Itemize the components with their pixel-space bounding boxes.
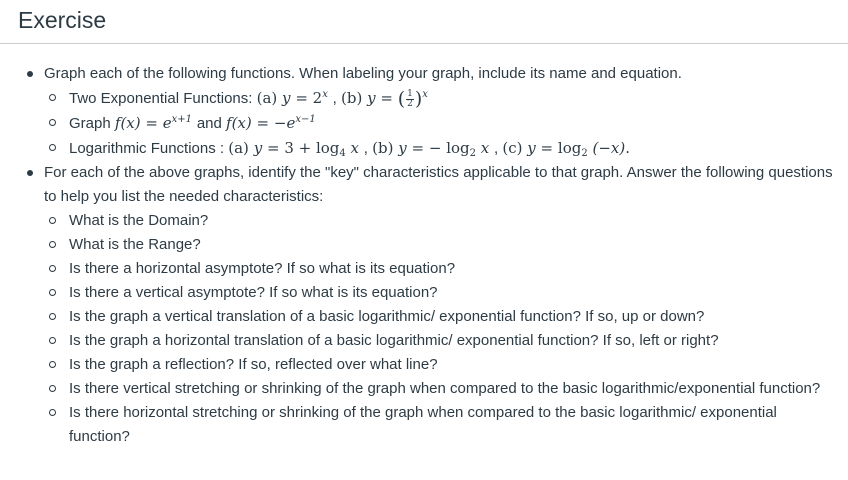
header-divider (0, 43, 848, 44)
sub-bullet-icon (49, 361, 56, 368)
list-item-question (44, 377, 848, 401)
list-item-question (44, 353, 848, 377)
sub-bullet-icon (49, 217, 56, 224)
list-item-question (44, 401, 848, 449)
page-title: Exercise (18, 7, 107, 33)
list-item-question (44, 257, 848, 281)
sub-item-label: Graph (69, 115, 111, 132)
sub-bullet-icon (49, 409, 56, 416)
main-list (0, 62, 848, 449)
sub-item-graph-f (44, 111, 848, 136)
question-text: Is the graph a horizontal translation of a basic logarithmic/ exponential function? If so, left or right? (69, 332, 719, 349)
list-item-question (44, 209, 848, 233)
equation-log-c: (c) $y = \log_2 (-x)$. (502, 139, 631, 159)
exercise-content (0, 62, 848, 449)
equation-log-a: (a) $y = 3 + \log_4 x$ (228, 139, 360, 159)
sub-bullet-icon (49, 94, 56, 101)
sub-bullet-icon (49, 265, 56, 272)
sub-bullet-icon (49, 313, 56, 320)
question-text: Is the graph a reflection? If so, reflected over what line? (69, 356, 438, 373)
sub-item-label: Two Exponential Functions: (69, 90, 253, 107)
sub-bullet-icon (49, 337, 56, 344)
question-text: Is there a vertical asymptote? If so what is its equation? (69, 284, 438, 301)
sub-bullet-icon (49, 241, 56, 248)
equation-exp-a: (a) y = 2$^x$ (256, 89, 328, 107)
sub-list (44, 86, 848, 161)
sub-item-label: Logarithmic Functions : (69, 140, 225, 157)
sub-bullet-icon (49, 385, 56, 392)
and-word: and (196, 115, 222, 132)
equation-f2: $f(x) = -e^{x-1}$ (226, 114, 316, 132)
questions-list (44, 209, 848, 449)
sub-bullet-icon (49, 289, 56, 296)
sub-bullet-icon (49, 144, 56, 151)
bullet-icon (27, 170, 33, 176)
bullet-icon (27, 71, 33, 77)
equation-f1: $f(x) = e^{x+1}$ (114, 114, 193, 132)
question-text: Is there vertical stretching or shrinking of the graph when compared to the basic logarithmic/exponential function? (69, 380, 821, 397)
question-text: What is the Domain? (69, 212, 209, 229)
item-text: Graph each of the following functions. When labeling your graph, include its name and equation. (44, 65, 682, 82)
list-item-graph-functions (0, 62, 848, 161)
list-item-question (44, 281, 848, 305)
question-text: What is the Range? (69, 236, 201, 253)
question-text: Is there horizontal stretching or shrinking of the graph when compared to the basic logarithmic/ exponential function? (69, 404, 777, 445)
equation-exp-b: (b) y = ( $\frac{1}{2}$ )$^x$ (340, 88, 428, 110)
question-text: Is there a horizontal asymptote? If so what is its equation? (69, 260, 456, 277)
item-text: For each of the above graphs, identify the "key" characteristics applicable to that graph. Answer the following questions to help you list the needed characteristics: (44, 164, 833, 205)
list-item-question (44, 305, 848, 329)
page-header (0, 0, 848, 44)
sub-item-logarithmic: Logarithmic Functions : (a) $y = 3 + \log_4 x$ , (b) y = − $\log_2 x$ , (c) $y = \log_2 (-x)$. (44, 136, 848, 161)
question-text: Is the graph a vertical translation of a basic logarithmic/ exponential function? If so, up or down? (69, 308, 705, 325)
list-item-question (44, 329, 848, 353)
sub-item-exponential: Two Exponential Functions: (a) y = 2$^x$ , (b) y = ( $\frac{1}{2}$ )$^x$ (44, 86, 848, 111)
list-item-question (44, 233, 848, 257)
equation-log-b: (b) y = − $\log_2 x$ (372, 139, 490, 159)
sub-bullet-icon (49, 119, 56, 126)
list-item-key-characteristics (0, 161, 848, 449)
